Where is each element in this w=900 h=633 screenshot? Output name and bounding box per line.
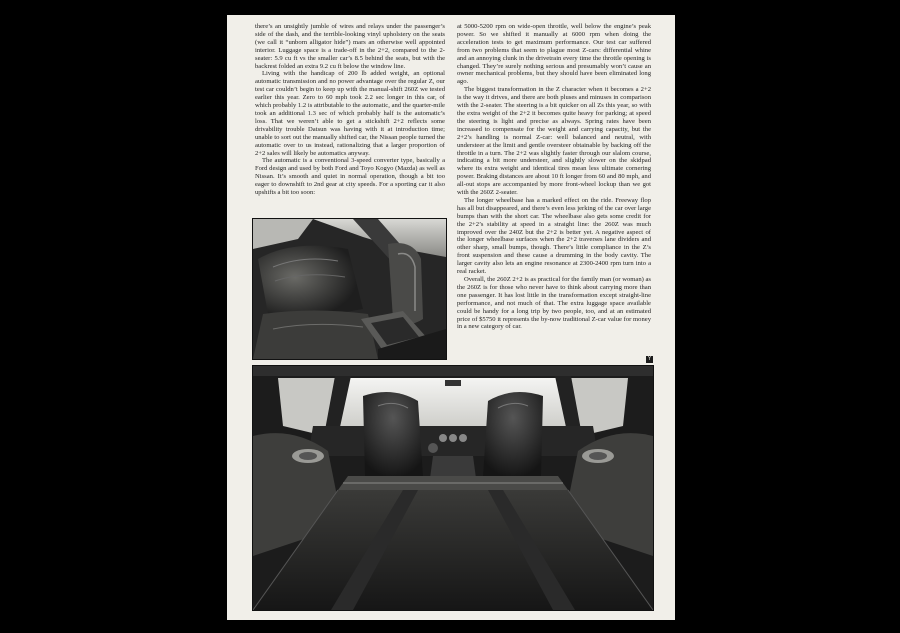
cargo-area-illustration (253, 366, 653, 610)
end-mark-icon: Y (647, 356, 652, 362)
paragraph: The automatic is a conventional 3-speed converter type, basically a Ford design and used by both Ford and Toyo Kogyo (Mazda) as well as Nissan. It’s smooth and quiet in normal operation, though a bit too eager to downshift to 2nd gear at city speeds. For a sporting car it also upshifts a bit too soon: (255, 157, 445, 197)
rear-seat-illustration (253, 219, 446, 359)
paragraph: Overall, the 260Z 2+2 is as practical for the family man (or woman) as the 260Z is for those who never have to think about carrying more than one passenger. It has lost little in the transformation except straight-line performance, and not much of that. The extra luggage space available could be handy for a long trip by two people, too, and at an estimated price of $5750 it represents the by-now traditional Z-car value for money in a new category of car. (457, 276, 651, 331)
rear-seat-photo (252, 218, 447, 360)
magazine-page (227, 15, 675, 620)
paragraph: at 5000-5200 rpm on wide-open throttle, well below the engine’s peak power. So we shifted it manually at 6000 rpm when doing the acceleration tests to get maximum performance. Our test car suffered from two problems that seem to plague most Z-cars: differential whine and an annoying clunk in the drivetrain every time the throttle opening is changed. They’re surely nothing serious and presumably won’t cause an owner mechanical problems, but they should have been eliminated long ago. (457, 23, 651, 86)
paragraph: The biggest transformation in the Z character when it becomes a 2+2 is the way it drives, and there are both pluses and minuses in comparison with the 2-seater. The steering is a bit quicker on all Zs this year, so with the extra weight of the 2+2 it becomes quite heavy for parking; at speed the steering is light and precise as always. Spring rates have been increased to compensate for the weight and carrying capacity, but the 2+2’s handling is normal Z-car: well balanced and neutral, with understeer at the limit and gentle oversteer obtainable by backing off the throttle in a turn. The 2+2 was slightly faster through our slalom course, indicating a bit more understeer, and slightly slower on the skidpad where its extra weight and identical tires mean less ultimate cornering power. Braking distances are about 10 ft longer from 60 and 80 mph, and all-out stops are accompanied by more front-wheel lockup than we got with the 260Z 2-seater. (457, 86, 651, 197)
paragraph: The longer wheelbase has a marked effect on the ride. Freeway flop has all but disappeared, and there’s even less jerking of the car over large bumps than with the short car. The wheelbase also gets some credit for the 2+2’s stability at speed in a straight line: the 260Z was much improved over the 240Z but the 2+2 is better yet. A negative aspect of the longer wheelbase surfaces when the 2+2 traverses lane dividers and other sharp, small bumps, though. There’s little compliance in the Z’s front suspension and these cause a drumming in the body cavity. The larger cavity also lets an engine resonance at 2300-2400 rpm turn into a real racket. (457, 196, 651, 276)
paragraph: there’s an unsightly jumble of wires and relays under the passenger’s side of the dash, and the terrible-looking vinyl upholstery on the seats (we call it “unborn alligator hide”) mars an otherwise well appointed interior. Luggage space is a trade-off in the 2+2, compared to the 2-seater: 5.9 cu ft vs the smaller car’s 8.5 behind the seats, but with the backrest folded an extra 9.2 cu ft below the window line. (255, 23, 445, 70)
paragraph: Living with the handicap of 200 lb added weight, an optional automatic transmission and no power advantage over the regular Z, our test car couldn’t begin to keep up with the manual-shift 260Z we tested earlier this year. Zero to 60 mph took 2.2 sec longer in this car, of which probably 1.2 is attributable to the automatic, and the quarter-mile took an additional 1.3 sec of which probably half is the automatic’s loss. That we weren’t able to get a stickshift 2+2 reflects some drivability trouble Datsun was having with it at introduction time; unable to sort out the manually shifted car, the Nissan people turned the automatic over to us instead, rationalizing that a larger proportion of 2+2 sales will likely be automatics anyway. (255, 70, 445, 157)
left-column-text (255, 23, 445, 197)
right-column-text (457, 23, 651, 331)
cargo-area-photo (252, 365, 654, 611)
